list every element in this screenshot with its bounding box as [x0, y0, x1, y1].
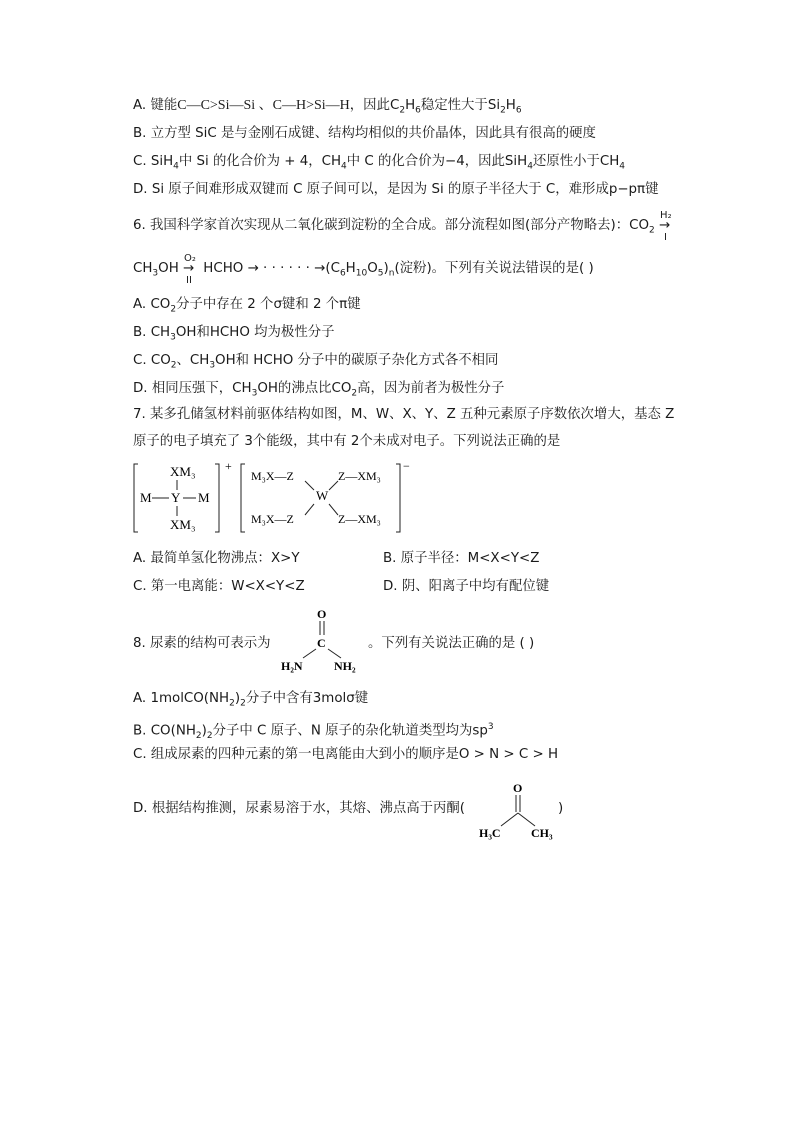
svg-text:+: + [225, 460, 232, 473]
reaction-arrow-2: O₂ → II [183, 253, 196, 286]
q6-stem-line2: $CH_3OH$ O₂ → II HCHO → · · · · · · $\to(C_6H_{10}O_5)_n$(淀粉)。下列有关说法错误的是( ) [133, 253, 594, 286]
acetone-structure [475, 780, 565, 842]
svg-text:C: C [317, 636, 326, 650]
q7-option-c: C. 第一电离能：W<X<Y<Z [133, 579, 305, 594]
svg-text:Z—XM₃: Z—XM₃ [338, 469, 381, 483]
q7-option-a: A. 最简单氢化物沸点：X>Y [133, 551, 300, 566]
svg-text:W: W [316, 488, 329, 503]
svg-text:M: M [140, 490, 152, 505]
svg-text:M₃X—Z: M₃X—Z [251, 512, 294, 526]
q8-option-c: C. 组成尿素的四种元素的第一电离能由大到小的顺序是O > N > C > H [133, 747, 559, 762]
q8-stem-a: 8. 尿素的结构可表示为 [133, 636, 271, 651]
q7-option-d: D. 阴、阳离子中均有配位键 [383, 579, 550, 594]
svg-text:XM₃: XM₃ [170, 464, 196, 479]
reaction-arrow-1: H₂ → I [659, 210, 672, 243]
svg-text:Z—XM₃: Z—XM₃ [338, 512, 381, 526]
svg-text:M: M [198, 490, 210, 505]
q8-stem-b: 。下列有关说法正确的是 ( ) [368, 636, 535, 651]
q6-stem-line1: 6. 我国科学家首次实现从二氧化碳到淀粉的全合成。部分流程如图(部分产物略去)：$CO_2$ H₂ → I [133, 217, 675, 240]
svg-text:NH₂: NH₂ [334, 659, 356, 673]
anion-structure [241, 460, 410, 532]
q7-structure-diagram [133, 460, 423, 540]
svg-text:XM₃: XM₃ [170, 517, 196, 532]
svg-text:H₃C: H₃C [479, 826, 501, 840]
svg-text:H₂N: H₂N [281, 659, 303, 673]
q6-option-b: B. $CH_3OH$和HCHO 均为极性分子 [133, 325, 335, 343]
q7-option-b: B. 原子半径：M<X<Y<Z [383, 551, 540, 566]
q8-option-d-b: ) [558, 801, 564, 816]
urea-structure [278, 605, 368, 675]
svg-text:Y: Y [171, 490, 181, 505]
q5-option-c: C. SiH$_4$中 Si 的化合价为 + 4，$CH_4$中 C 的化合价为−4，因此SiH$_4$还原性小于$CH_4$ [133, 154, 626, 172]
svg-text:M₃X—Z: M₃X—Z [251, 469, 294, 483]
svg-text:−: − [403, 460, 410, 473]
q8-option-d-a: D. 根据结构推测，尿素易溶于水，其熔、沸点高于丙酮( [133, 801, 466, 816]
q8-option-a: A. $1molCO(NH_2)_2$分子中含有3molσ键 [133, 691, 369, 709]
q5-option-a: A. 键能C—C>Si—Si 、C—H>Si—H，因此$C_2H_6$稳定性大于$Si_2H_6$ [133, 98, 522, 116]
q7-stem-line2: 原子的电子填充了 3个能级，其中有 2个未成对电子。下列说法正确的是 [133, 434, 561, 449]
q6-option-a: A. $CO_2$分子中存在 2 个σ键和 2 个π键 [133, 297, 361, 315]
cation-structure [134, 460, 232, 532]
svg-text:O: O [317, 607, 327, 621]
svg-text:CH₃: CH₃ [531, 826, 553, 840]
svg-text:O: O [513, 781, 523, 795]
q5-option-b: B. 立方型 SiC 是与金刚石成键、结构均相似的共价晶体，因此具有很高的硬度 [133, 126, 596, 141]
q6-option-d: D. 相同压强下，$CH_3OH$的沸点比$CO_2$高，因为前者为极性分子 [133, 381, 505, 399]
q6-option-c: C. $CO_2$、$CH_3OH$和 HCHO 分子中的碳原子杂化方式各不相同 [133, 353, 499, 371]
q5-option-d: D. Si 原子间难形成双键而 C 原子间可以，是因为 Si 的原子半径大于 C，难形成p−pπ键 [133, 182, 659, 197]
q8-option-b: B. $CO(NH_2)_2$分子中 C 原子、N 原子的杂化轨道类型均为$sp^3$ [133, 722, 494, 742]
q7-stem-line1: 7. 某多孔储氢材料前驱体结构如图，M、W、X、Y、Z 五种元素原子序数依次增大，基态 Z [133, 407, 675, 422]
